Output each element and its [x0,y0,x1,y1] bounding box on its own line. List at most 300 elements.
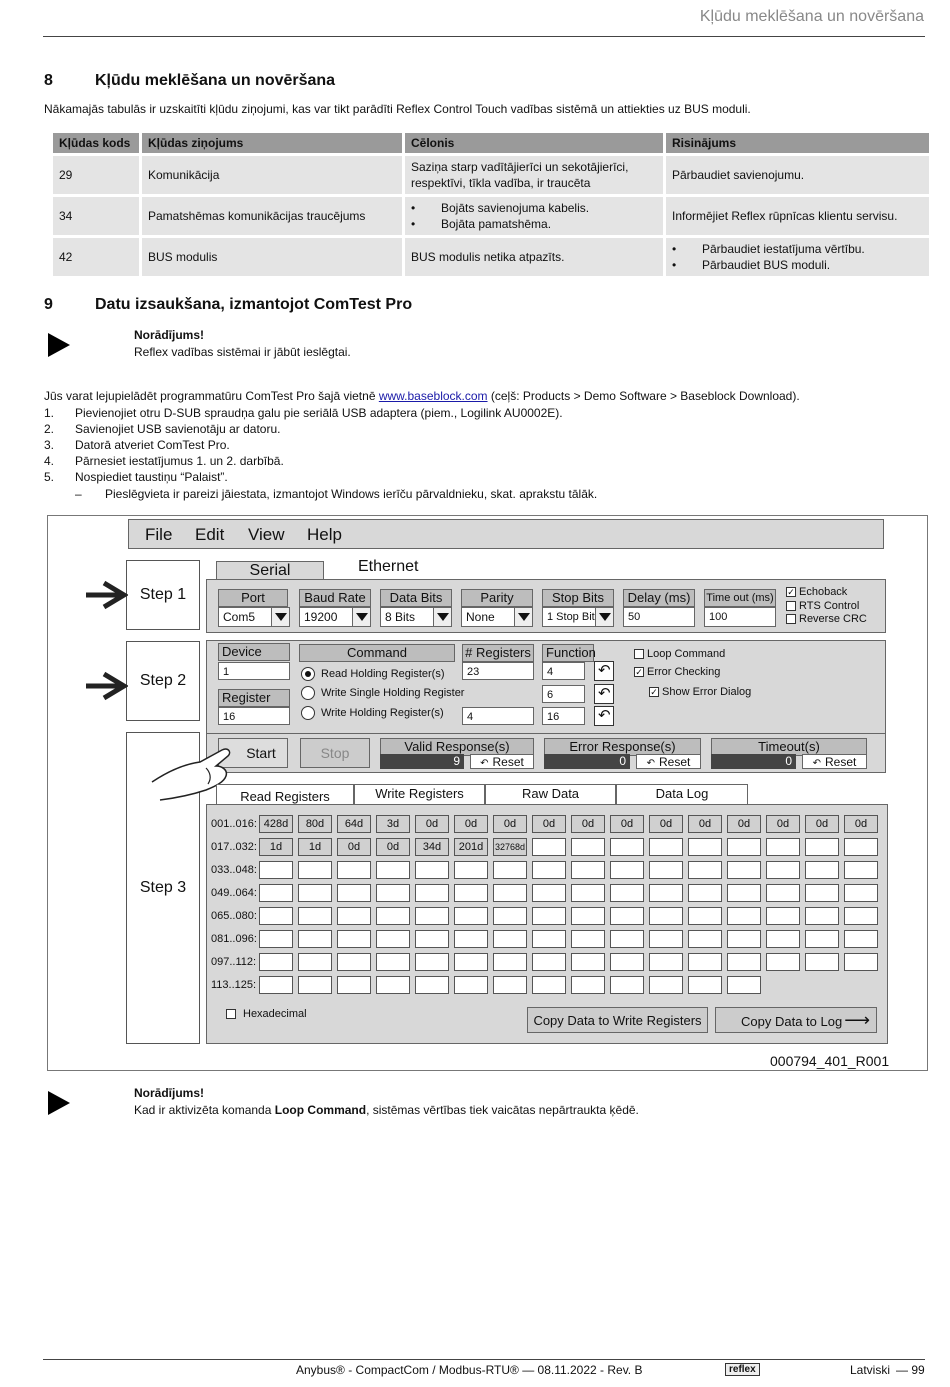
register-cell[interactable] [376,861,410,879]
note-text [134,1102,639,1118]
register-cell[interactable] [727,976,761,994]
checkbox-checked-icon: ✓ [787,587,795,598]
read-holding-radio[interactable] [301,667,445,681]
register-cell[interactable]: 428d [259,815,293,833]
register-cell[interactable] [376,907,410,925]
arrow-right-icon: ⟶ [844,1010,870,1030]
step-text: Nospiediet taustiņu “Palaist”. [75,470,228,484]
register-cell[interactable] [844,953,878,971]
menu-help[interactable]: Help [307,525,342,544]
checkbox-icon [634,649,644,659]
register-cell[interactable] [610,861,644,879]
cell-solution: Informējiet Reflex rūpnīcas klientu servisu. [666,197,929,235]
register-cell[interactable] [376,976,410,994]
rts-control-checkbox[interactable] [786,600,859,612]
cause-item: Bojāta pamatshēma. [441,217,552,231]
register-cell[interactable] [259,976,293,994]
register-cell[interactable] [415,861,449,879]
errchk-label: Error Checking [647,666,721,678]
register-cell[interactable] [610,907,644,925]
register-cell[interactable] [454,953,488,971]
chevron-down-icon [352,608,370,626]
register-cell[interactable] [376,930,410,948]
register-cell[interactable] [454,861,488,879]
register-cell[interactable]: 80d [298,815,332,833]
reverse-crc-checkbox[interactable] [786,613,867,625]
echoback-checkbox[interactable] [786,586,847,598]
baseblock-link[interactable]: www.baseblock.com [378,389,488,403]
register-cell[interactable] [337,930,371,948]
bullet: • [411,217,416,231]
solution-item: Pārbaudiet iestatījuma vērtību. [702,242,865,256]
register-cell[interactable] [571,930,605,948]
register-cell[interactable]: 0d [571,815,605,833]
register-cell[interactable] [337,861,371,879]
register-cell[interactable] [610,838,644,856]
valid-responses-counter: 9 [380,754,464,769]
download-post: (ceļš: Products > Demo Software > Baseblock Download). [487,389,800,403]
register-cell[interactable]: 0d [493,815,527,833]
register-cell[interactable] [766,861,800,879]
timeout-ms-input[interactable]: 100 [704,607,776,627]
register-cell[interactable] [649,838,683,856]
data-bits-label: Data Bits [380,589,452,607]
section-title: Kļūdu meklēšana un novēršana [95,72,336,89]
register-cell[interactable] [805,953,839,971]
register-cell[interactable] [571,884,605,902]
port-value: Com5 [223,610,256,624]
step-text: Savienojiet USB savienotāju ar datoru. [75,422,281,436]
register-cell[interactable] [727,930,761,948]
register-cell[interactable] [766,930,800,948]
col-header: Kļūdas kods [53,133,139,153]
reset-error-button[interactable] [636,754,701,769]
step-num: 1. [44,406,55,420]
reset-icon: ↶ [646,758,656,769]
row-range-label: 033..048: [211,864,257,876]
register-cell[interactable] [493,907,527,925]
cell-message: Komunikācija [142,156,402,194]
cmd1-label: Read Holding Register(s) [321,667,445,680]
tab-write-registers[interactable]: Write Registers [354,784,485,804]
register-cell[interactable] [649,861,683,879]
hex-label: Hexadecimal [243,1008,307,1020]
register-cell[interactable]: 0d [766,815,800,833]
baud-label: Baud Rate [299,589,371,607]
register-cell[interactable]: 0d [727,815,761,833]
footer-doc-info: Anybus® - CompactCom / Modbus-RTU® — 08.11.2022 - Rev. B [296,1363,643,1377]
register-cell[interactable] [688,976,722,994]
checkbox-checked-icon: ✓ [635,667,643,678]
register-cell[interactable] [727,861,761,879]
register-cell[interactable] [337,976,371,994]
function-write-single-input[interactable]: 6 [542,685,585,703]
register-cell[interactable] [532,976,566,994]
reset-valid-button[interactable] [470,754,534,769]
crc-label: Reverse CRC [799,613,867,625]
baud-value: 19200 [304,610,338,624]
error-responses-label: Error Response(s) [544,738,701,756]
section-number: 8 [44,72,53,89]
register-cell[interactable] [727,907,761,925]
function-write-multi-input[interactable]: 16 [542,707,585,725]
register-cell[interactable] [649,930,683,948]
register-cell[interactable] [571,953,605,971]
write-holding-radio[interactable] [301,706,444,720]
copy-to-log-button[interactable] [715,1007,877,1033]
register-cell[interactable] [454,907,488,925]
download-text [44,388,800,404]
step-text: Pievienojiet otru D-SUB spraudņa galu pie seriālā USB adaptera (piem., Logilink AU0002E). [75,406,563,420]
menu-view[interactable]: View [248,525,285,544]
note-arrow-icon [48,1091,70,1115]
checkbox-checked-icon: ✓ [650,687,658,698]
register-cell[interactable] [298,907,332,925]
register-cell[interactable] [688,907,722,925]
bullet: • [411,201,416,215]
header-rule [43,36,925,37]
function-read-input[interactable]: 4 [542,662,585,680]
register-cell[interactable]: 0d [454,815,488,833]
reset-label: Reset [825,755,857,769]
register-cell[interactable] [532,930,566,948]
num-registers-write-input[interactable]: 4 [462,707,534,725]
loop-label: Loop Command [647,648,726,660]
footer-rule [43,1359,925,1360]
note-arrow-icon [48,333,70,357]
register-cell[interactable] [454,884,488,902]
write-single-radio[interactable] [301,686,464,700]
register-cell[interactable] [493,976,527,994]
register-cell[interactable] [688,930,722,948]
register-cell[interactable] [415,884,449,902]
table-row [53,238,929,276]
register-cell[interactable] [415,976,449,994]
parity-select[interactable] [461,607,533,627]
row-range-label: 065..080: [211,910,257,922]
command-label: Command [299,644,455,662]
function-undo-icon[interactable] [594,684,614,704]
register-label: Register [218,689,290,707]
register-cell[interactable] [766,953,800,971]
radio-icon [301,706,315,720]
stop-button[interactable]: Stop [300,738,370,768]
valid-responses-label: Valid Response(s) [380,738,534,756]
register-cell[interactable]: 64d [337,815,371,833]
register-cell[interactable]: 0d [610,815,644,833]
register-cell[interactable] [259,884,293,902]
checkbox-icon [786,601,796,611]
cell-cause: Saziņa starp vadītājierīci un sekotājierīci, respektīvi, tīkla vadība, ir traucēta [405,156,663,194]
timeouts-counter: 0 [711,754,796,769]
download-pre: Jūs varat lejupielādēt programmatūru ComTest Pro šajā vietnē [44,389,379,403]
tab-ethernet[interactable]: Ethernet [358,558,419,575]
note-text: Reflex vadības sistēmai ir jābūt ieslēgtai. [134,345,351,359]
register-cell[interactable] [610,953,644,971]
pointer-arrow-icon [84,671,128,701]
col-header: Kļūdas ziņojums [142,133,402,153]
note-post: , sistēmas vērtības tiek vaicātas nepārtraukta ķēdē. [366,1103,639,1117]
register-cell[interactable]: 0d [337,838,371,856]
register-cell[interactable] [805,907,839,925]
register-cell[interactable] [727,838,761,856]
register-cell[interactable] [376,884,410,902]
register-cell[interactable] [844,930,878,948]
register-cell[interactable] [532,861,566,879]
echoback-label: Echoback [799,586,848,598]
step-num: 4. [44,454,55,468]
register-cell[interactable] [493,953,527,971]
register-cell[interactable] [532,907,566,925]
register-cell[interactable]: 0d [415,815,449,833]
register-cell[interactable] [649,953,683,971]
note-bold: Loop Command [274,1103,367,1117]
pointer-arrow-icon [84,580,128,610]
cell-cause [405,197,663,235]
reset-icon: ↶ [812,758,822,769]
function-undo-icon[interactable] [594,706,614,726]
table-header-row [53,133,929,153]
register-cell[interactable] [337,907,371,925]
register-cell[interactable] [298,930,332,948]
row-range-label: 097..112: [211,956,257,968]
register-cell[interactable] [259,953,293,971]
port-select[interactable] [218,607,290,627]
register-cell[interactable]: 201d [454,838,488,856]
register-cell[interactable]: 1d [259,838,293,856]
num-registers-read-input[interactable]: 23 [462,662,534,680]
register-cell[interactable] [259,861,293,879]
cell-message: BUS modulis [142,238,402,276]
cmd3-label: Write Holding Register(s) [321,706,444,719]
register-cell[interactable] [532,953,566,971]
register-cell[interactable] [844,884,878,902]
show-error-dialog-checkbox[interactable] [649,686,751,698]
register-cell[interactable] [688,861,722,879]
radio-icon [301,686,315,700]
timeout-ms-label: Time out (ms) [704,589,776,607]
delay-label: Delay (ms) [623,589,695,607]
stop-bits-select[interactable] [542,607,614,627]
cell-code: 42 [53,238,139,276]
register-cell[interactable] [727,884,761,902]
timeouts-label: Timeout(s) [711,738,867,756]
row-range-label: 113..125: [211,979,257,991]
register-cell[interactable]: 0d [688,815,722,833]
step-num: 2. [44,422,55,436]
row-range-label: 081..096: [211,933,257,945]
cell-code: 29 [53,156,139,194]
parity-label: Parity [461,589,533,607]
step-2-box: Step 2 [126,641,200,721]
register-cell[interactable]: 0d [805,815,839,833]
row-range-label: 017..032: [211,841,257,853]
register-cell[interactable] [766,907,800,925]
register-cell[interactable] [610,930,644,948]
hexadecimal-checkbox[interactable] [226,1008,307,1020]
register-cell[interactable] [532,838,566,856]
step-num: 3. [44,438,55,452]
baud-select[interactable] [299,607,371,627]
chevron-down-icon [595,608,613,626]
register-cell[interactable] [259,907,293,925]
reset-icon: ↶ [480,758,489,769]
register-cell[interactable] [298,861,332,879]
cmd2-label: Write Single Holding Register [321,686,465,699]
register-cell[interactable] [766,884,800,902]
register-cell[interactable] [844,838,878,856]
register-cell[interactable] [493,930,527,948]
cell-cause: BUS modulis netika atpazīts. [405,238,663,276]
register-cell[interactable] [259,930,293,948]
num-registers-label: # Registers [462,644,534,662]
step-num: 5. [44,470,55,484]
register-cell[interactable] [649,976,683,994]
device-label: Device [218,643,290,661]
row-range-label: 049..064: [211,887,257,899]
register-cell[interactable] [571,861,605,879]
register-input[interactable]: 16 [218,707,290,725]
checkbox-icon [226,1009,236,1019]
reset-label: Reset [492,755,524,769]
copy-log-label: Copy Data to Log [741,1014,843,1029]
register-cell[interactable] [571,976,605,994]
start-button[interactable]: Start [218,738,288,768]
menu-edit[interactable]: Edit [195,525,225,544]
register-cell[interactable] [805,861,839,879]
chevron-down-icon [433,608,451,626]
register-cell[interactable] [688,884,722,902]
section-number: 9 [44,296,53,313]
register-cell[interactable]: 0d [844,815,878,833]
step-text: Datorā atveriet ComTest Pro. [75,438,230,452]
reset-label: Reset [659,755,691,769]
section-intro: Nākamajās tabulās ir uzskaitīti kļūdu ziņojumi, kas var tikt parādīti Reflex Control Touch vadības sistēmā un attiekties uz BUS moduli. [44,102,751,116]
register-cell[interactable] [766,838,800,856]
device-input[interactable]: 1 [218,662,290,680]
showerr-label: Show Error Dialog [662,686,752,698]
register-cell[interactable] [454,976,488,994]
stop-bits-label: Stop Bits [542,589,614,607]
chevron-down-icon [271,608,289,626]
register-cell[interactable] [532,884,566,902]
reflex-logo: reflex [725,1363,760,1376]
register-cell[interactable] [649,884,683,902]
bullet: • [672,242,677,256]
register-cell[interactable]: 0d [649,815,683,833]
register-cell[interactable] [649,907,683,925]
register-cell[interactable] [805,838,839,856]
register-cell[interactable] [337,953,371,971]
step-text: Pārnesiet iestatījumus 1. un 2. darbībā. [75,454,284,468]
substep-text: Pieslēgvieta ir pareizi jāiestata, izmantojot Windows ierīču pārvaldnieku, skat. aprakstu tālāk. [105,487,598,501]
function-label: Function [542,644,594,662]
register-cell[interactable] [610,976,644,994]
function-undo-icon[interactable] [594,661,614,681]
port-label: Port [218,589,288,607]
register-cell[interactable] [610,884,644,902]
cause-item: Bojāts savienojuma kabelis. [441,201,590,215]
cell-code: 34 [53,197,139,235]
cell-solution: Pārbaudiet savienojumu. [666,156,929,194]
data-bits-value: 8 Bits [385,610,416,624]
register-cell[interactable]: 3d [376,815,410,833]
table-row [53,197,929,235]
section-title: Datu izsaukšana, izmantojot ComTest Pro [95,296,413,313]
register-cell[interactable]: 34d [415,838,449,856]
cell-solution [666,238,929,276]
register-cell[interactable]: 0d [532,815,566,833]
register-cell[interactable] [844,861,878,879]
menu-bar [128,519,884,549]
register-cell[interactable] [415,953,449,971]
tab-read-registers[interactable]: Read Registers [216,784,354,807]
register-cell[interactable] [298,976,332,994]
register-cell[interactable] [415,907,449,925]
cell-message: Pamatshēmas komunikācijas traucējums [142,197,402,235]
stop-bits-value: 1 Stop Bit [547,611,595,623]
loop-command-checkbox[interactable] [634,648,725,660]
register-cell[interactable] [571,838,605,856]
running-header: Kļūdu meklēšana un novēršana [699,8,924,25]
register-cell[interactable] [337,884,371,902]
tab-raw-data[interactable]: Raw Data [485,784,616,804]
bullet: • [672,258,677,272]
register-cell[interactable] [298,953,332,971]
register-cell[interactable] [727,953,761,971]
data-bits-select[interactable] [380,607,452,627]
footer-language: Latviski [850,1363,891,1377]
tab-data-log[interactable]: Data Log [616,784,748,804]
row-range-label: 001..016: [211,818,257,830]
checkbox-icon [786,614,796,624]
register-cell[interactable] [415,930,449,948]
step-1-box: Step 1 [126,560,200,630]
register-cell[interactable] [454,930,488,948]
chevron-down-icon [514,608,532,626]
register-cell[interactable] [298,884,332,902]
register-cell[interactable] [844,907,878,925]
register-cell[interactable]: 1d [298,838,332,856]
table-row [53,156,929,194]
register-cell[interactable] [805,930,839,948]
register-cell[interactable] [805,884,839,902]
register-cell[interactable] [493,861,527,879]
register-cell[interactable]: 32768d [493,838,527,856]
register-cell[interactable] [376,953,410,971]
error-checking-checkbox[interactable] [634,666,720,678]
register-cell[interactable] [571,907,605,925]
register-cell[interactable] [688,953,722,971]
delay-input[interactable]: 50 [623,607,695,627]
col-header: Risinājums [666,133,929,153]
menu-file[interactable]: File [145,525,173,544]
solution-item: Pārbaudiet BUS moduli. [702,258,831,272]
reset-timeout-button[interactable] [802,754,867,769]
register-cell[interactable]: 0d [376,838,410,856]
register-cell[interactable] [493,884,527,902]
figure-id: 000794_401_R001 [770,1053,890,1069]
step-3-box: Step 3 [126,732,200,1044]
rts-label: RTS Control [799,600,860,612]
register-cell[interactable] [688,838,722,856]
page-number: — 99 [896,1363,925,1377]
substep-dash: – [75,487,82,501]
error-table [50,130,932,279]
copy-to-write-registers-button[interactable]: Copy Data to Write Registers [527,1007,708,1033]
tab-serial[interactable]: Serial [216,561,324,581]
radio-selected-icon [301,667,315,681]
